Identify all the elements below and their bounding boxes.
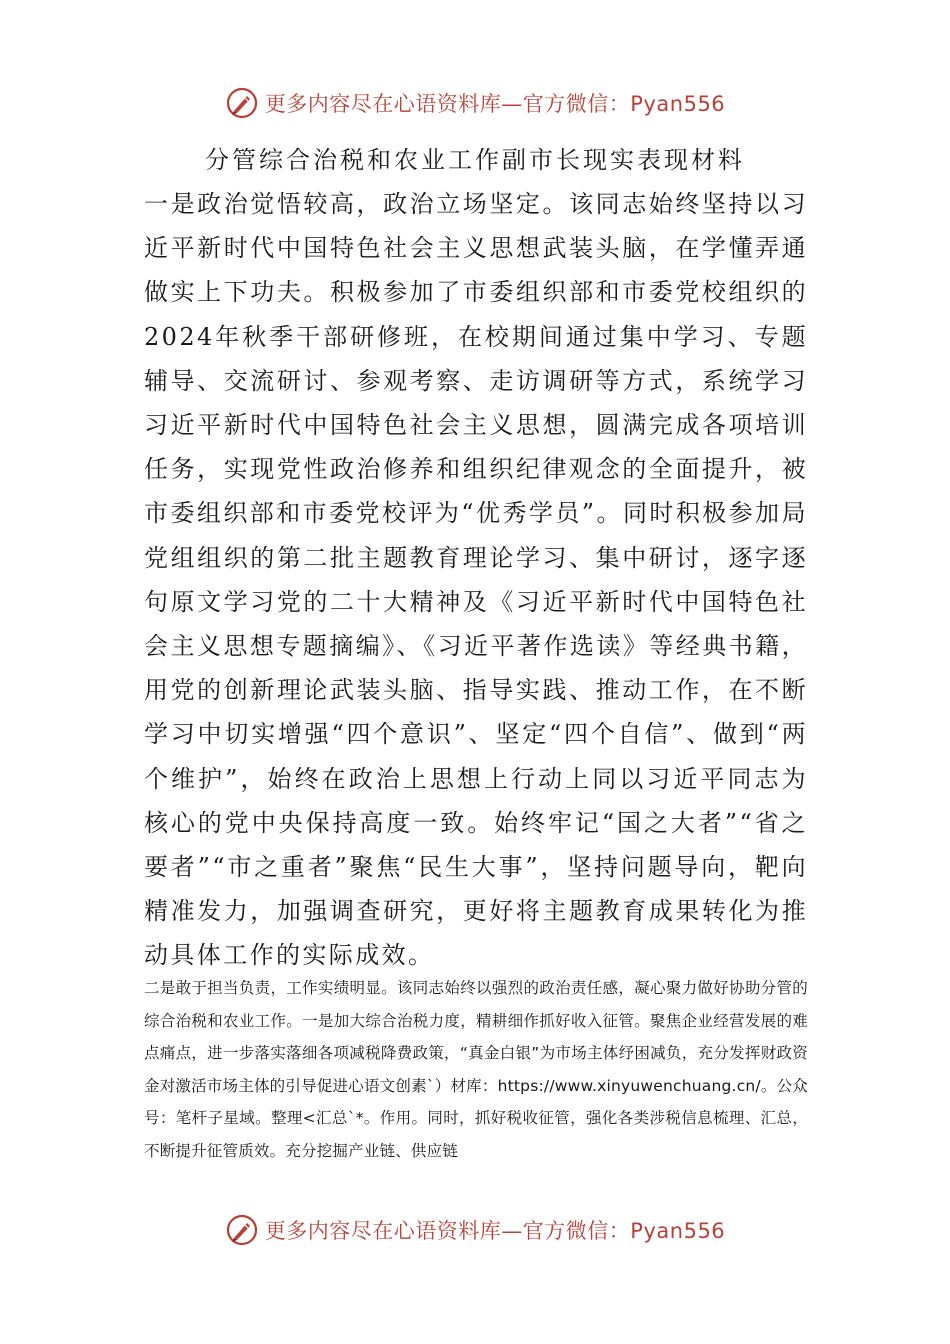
pen-logo-icon <box>225 86 259 120</box>
footer-banner <box>0 1207 950 1253</box>
document-title: 分管综合治税和农业工作副市长现实表现材料 <box>205 146 745 174</box>
banner-text: 更多内容尽在心语资料库—官方微信：Pyan556 <box>264 1219 726 1243</box>
header-banner <box>0 80 950 126</box>
body-paragraph-1: 一是政治觉悟较高，政治立场坚定。该同志始终坚持以习近平新时代中国特色社会主义思想武装头脑，在学懂弄通做实上下功夫。积极参加了市委组织部和市委党校组织的2024年秋季干部研修班，在校期间通过集中学习、专题辅导、交流研讨、参观考察、走访调研等方式，系统学习习近平新时代中国特色社会主义思想，圆满完成各项培训任务，实现党性政治修养和组织纪律观念的全面提升，被市委组织部和市委党校评为“优秀学员”。同时积极参加局党组组织的第二批主题教育理论学习、集中研讨，逐字逐句原文学习党的二十大精神及《习近平新时代中国特色社会主义思想专题摘编》、《习近平著作选读》等经典书籍，用党的创新理论武装头脑、指导实践、推动工作，在不断学习中切实增强“四个意识”、坚定“四个自信”、做到“两个维护”，始终在政治上思想上行动上同以习近平同志为核心的党中央保持高度一致。始终牢记“国之大者”“省之要者”“市之重者”聚焦“民生大事”，坚持问题导向，靶向精准发力，加强调查研究，更好将主题教育成果转化为推动具体工作的实际成效。 <box>144 190 808 970</box>
pen-logo-icon <box>225 1213 259 1247</box>
body-paragraph-2: 二是敢于担当负责，工作实绩明显。该同志始终以强烈的政治责任感，凝心聚力做好协助分管的综合治税和农业工作。一是加大综合治税力度，精耕细作抓好收入征管。聚焦企业经营发展的难点痛点，进一步落实落细各项减税降费政策，“真金白银”为市场主体纾困减负，充分发挥财政资金对激活市场主体的引导促进心语文创素`）材库：https://www.xinyuwenchuang.cn/。公众号：笔杆子星域。整理<汇总`*。作用。同时，抓好税收征管，强化各类涉税信息梳理、汇总，不断提升征管质效。充分挖掘产业链、供应链 <box>144 979 808 1160</box>
banner-text: 更多内容尽在心语资料库—官方微信：Pyan556 <box>264 92 726 116</box>
